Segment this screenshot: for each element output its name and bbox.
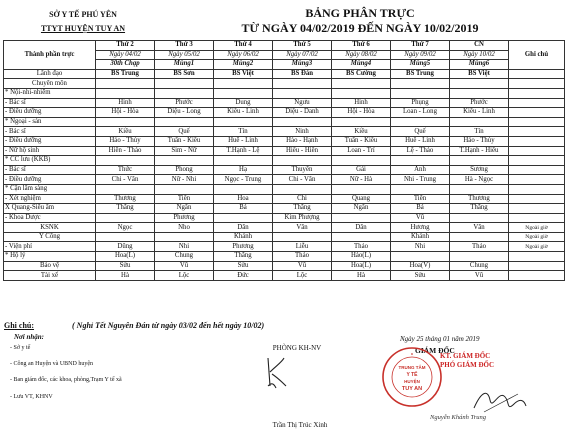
row-label: - Bác sĩ	[4, 98, 96, 108]
dept-signature	[262, 352, 292, 392]
duty-cell: Lệ - Thảo	[391, 146, 450, 156]
table-row	[4, 194, 565, 204]
dept-signer: Trần Thị Trúc Xinh	[272, 421, 328, 429]
table-row	[4, 69, 565, 79]
duty-cell	[214, 213, 273, 223]
table-row	[4, 156, 565, 166]
duty-cell	[273, 117, 332, 127]
duty-cell: BS Sơn	[155, 69, 214, 79]
duty-cell	[332, 232, 391, 242]
duty-cell	[155, 117, 214, 127]
duty-cell	[391, 156, 450, 166]
duty-cell: Kiều	[96, 127, 155, 137]
row-label: * Hộ lý	[4, 252, 96, 262]
row-label: - Điều dưỡng	[4, 175, 96, 185]
row-note	[509, 146, 565, 156]
duty-cell: Chung	[155, 252, 214, 262]
row-note	[509, 136, 565, 146]
duty-cell: T.Hạnh - Hiếu	[450, 146, 509, 156]
day-date: Ngày 09/02	[391, 50, 450, 60]
row-label: KSNK	[4, 223, 96, 233]
duty-cell	[155, 184, 214, 194]
row-note: Ngoài giờ	[509, 232, 565, 242]
svg-text:TUY AN: TUY AN	[401, 386, 423, 392]
recipient-item: - Công an Huyện và UBND huyện	[10, 361, 93, 367]
duty-cell: Hoa(L)	[332, 261, 391, 271]
duty-cell	[96, 156, 155, 166]
duty-cell: Tiên	[391, 194, 450, 204]
duty-cell: Bá	[391, 204, 450, 214]
duty-cell: Hà - Ngọc	[450, 175, 509, 185]
duty-cell: Thương	[96, 194, 155, 204]
unit-name: TTYT HUYỆN TUY AN	[40, 24, 126, 33]
row-note	[509, 127, 565, 137]
notes-label: Ghi chú:	[4, 321, 35, 330]
duty-cell: BS Cường	[332, 69, 391, 79]
day-label: Thứ 4	[214, 41, 273, 51]
duty-cell: Hà	[96, 271, 155, 281]
duty-cell	[273, 232, 332, 242]
row-label: - Xét nghiệm	[4, 194, 96, 204]
duty-cell: Quế	[155, 127, 214, 137]
day-label: Thứ 2	[96, 41, 155, 51]
duty-cell	[391, 88, 450, 98]
day-lunar: Mùng5	[391, 60, 450, 70]
row-note	[509, 261, 565, 271]
table-row	[4, 146, 565, 156]
day-label: Thứ 5	[273, 41, 332, 51]
duty-cell: Loan - Long	[391, 108, 450, 118]
row-label: Bảo vệ	[4, 261, 96, 271]
duty-cell: Hoa(L)	[96, 252, 155, 262]
duty-cell: Nhi - Trung	[391, 175, 450, 185]
notes-header: Ghi chú	[509, 41, 565, 70]
table-row	[4, 184, 565, 194]
sign-date: Ngày 25 tháng 01 năm 2019	[400, 335, 480, 343]
duty-cell: Ngưu	[273, 98, 332, 108]
duty-cell: Tuấn - Kiều	[155, 136, 214, 146]
duty-cell	[214, 156, 273, 166]
duty-cell	[332, 117, 391, 127]
duty-cell: Thảo	[332, 242, 391, 252]
duty-cell: Hạ	[214, 165, 273, 175]
row-note	[509, 98, 565, 108]
duty-cell: Thắng	[273, 204, 332, 214]
table-row	[4, 88, 565, 98]
duty-cell: Thắng	[450, 204, 509, 214]
day-lunar: Mùng6	[450, 60, 509, 70]
director-signer: Nguyễn Khánh Trung	[430, 414, 486, 421]
table-row	[4, 108, 565, 118]
doc-title: BẢNG PHÂN TRỰC	[305, 6, 415, 20]
row-label: - Nữ hộ sinh	[4, 146, 96, 156]
row-note	[509, 252, 565, 262]
recipient-item: - Sở y tế	[10, 345, 31, 351]
table-row	[4, 252, 565, 262]
duty-cell: Hinh	[96, 98, 155, 108]
doc-period: TỪ NGÀY 04/02/2019 ĐẾN NGÀY 10/02/2019	[241, 21, 479, 35]
duty-cell	[450, 156, 509, 166]
duty-cell: Sim - Nữ	[155, 146, 214, 156]
day-date: Ngày 08/02	[332, 50, 391, 60]
duty-cell: Phước	[450, 98, 509, 108]
duty-cell: Sửu	[96, 261, 155, 271]
day-label: Thứ 6	[332, 41, 391, 51]
duty-cell: Hoa(V)	[391, 261, 450, 271]
duty-cell	[273, 184, 332, 194]
row-note	[509, 156, 565, 166]
day-date: Ngày 05/02	[155, 50, 214, 60]
row-label: - Viện phí	[4, 242, 96, 252]
duty-cell: Diệu - Long	[155, 108, 214, 118]
deputy-title-line1: KT. GIÁM ĐỐC	[440, 352, 491, 360]
day-lunar: Mùng2	[214, 60, 273, 70]
svg-text:Y TẾ: Y TẾ	[406, 372, 418, 378]
official-stamp	[380, 345, 444, 409]
duty-cell: Lộc	[155, 271, 214, 281]
table-row	[4, 165, 565, 175]
row-note	[509, 194, 565, 204]
duty-cell	[450, 79, 509, 89]
duty-cell: Kiều - Linh	[450, 108, 509, 118]
duty-cell	[450, 213, 509, 223]
duty-cell: Kiều - Linh	[214, 108, 273, 118]
dept-title: PHÒNG KH-NV	[272, 344, 322, 352]
duty-cell	[155, 79, 214, 89]
duty-cell: Diệu - Danh	[273, 108, 332, 118]
duty-table	[3, 40, 565, 281]
row-label: * Nội-nhi-nhiễm	[4, 88, 96, 98]
duty-cell: Ninh	[273, 127, 332, 137]
duty-cell: Hà	[332, 271, 391, 281]
duty-cell	[96, 184, 155, 194]
duty-cell: BS Đản	[273, 69, 332, 79]
duty-cell: Sương	[450, 165, 509, 175]
duty-cell: Vũ	[391, 213, 450, 223]
duty-cell: BS Việt	[214, 69, 273, 79]
duty-cell: Hảo - Hạnh	[273, 136, 332, 146]
duty-cell: Phương	[214, 242, 273, 252]
duty-cell	[214, 88, 273, 98]
duty-cell: BS Trung	[96, 69, 155, 79]
row-note	[509, 69, 565, 79]
table-row	[4, 98, 565, 108]
duty-cell: Dũng	[96, 242, 155, 252]
duty-cell: Hảo - Thủy	[96, 136, 155, 146]
duty-cell	[155, 232, 214, 242]
duty-cell	[96, 232, 155, 242]
row-note: Ngoài giờ	[509, 223, 565, 233]
row-label: - Bác sĩ	[4, 127, 96, 137]
duty-cell: Chi	[273, 194, 332, 204]
row-note	[509, 117, 565, 127]
duty-cell: Phước	[155, 98, 214, 108]
day-date: Ngày 06/02	[214, 50, 273, 60]
duty-cell	[273, 79, 332, 89]
duty-cell	[273, 156, 332, 166]
table-row	[4, 261, 565, 271]
duty-cell: Hội - Hòa	[332, 108, 391, 118]
row-label: - Bác sĩ	[4, 165, 96, 175]
row-label: X Quang-Siêu âm	[4, 204, 96, 214]
duty-cell	[155, 156, 214, 166]
duty-cell: Tín	[450, 127, 509, 137]
duty-cell: Bá	[214, 204, 273, 214]
header-left	[18, 8, 148, 36]
duty-cell: Kim Phượng	[273, 213, 332, 223]
notes-text: ( Nghỉ Tết Nguyên Đán từ ngày 03/02 đến hết ngày 10/02)	[72, 321, 265, 330]
duty-cell	[96, 213, 155, 223]
row-note	[509, 88, 565, 98]
duty-cell: Hương	[391, 223, 450, 233]
duty-cell	[332, 156, 391, 166]
deputy-title	[440, 352, 494, 370]
table-row	[4, 127, 565, 137]
duty-cell: Hinh	[332, 98, 391, 108]
duty-cell: Hiếu - Hiền	[273, 146, 332, 156]
row-label: Lãnh đạo	[4, 69, 96, 79]
duty-cell: Thương	[450, 194, 509, 204]
director-title: GIÁM ĐỐC	[415, 346, 455, 355]
duty-cell	[450, 88, 509, 98]
duty-cell: Kiều	[332, 127, 391, 137]
duty-cell: Chi - Vân	[96, 175, 155, 185]
column-header: Thành phần trực	[4, 41, 96, 70]
duty-cell: Thắng	[214, 252, 273, 262]
day-lunar: Mùng1	[155, 60, 214, 70]
duty-cell: Hảo(L)	[332, 252, 391, 262]
duty-cell: Nữ - Nhi	[155, 175, 214, 185]
duty-cell	[332, 79, 391, 89]
duty-cell: Ngân	[332, 204, 391, 214]
duty-cell: Lộc	[273, 271, 332, 281]
svg-text:*: *	[411, 353, 413, 359]
duty-cell: Ngọc	[96, 223, 155, 233]
row-label: Chuyên môn	[4, 79, 96, 89]
duty-cell: Loan - Trí	[332, 146, 391, 156]
table-header-row	[4, 41, 565, 51]
svg-text:HUYỆN: HUYỆN	[404, 379, 420, 384]
duty-cell	[450, 117, 509, 127]
row-note	[509, 79, 565, 89]
duty-cell	[332, 184, 391, 194]
duty-cell: Khánh	[214, 232, 273, 242]
row-label: * Ngoại - sản	[4, 117, 96, 127]
row-label: Tài xế	[4, 271, 96, 281]
day-label: Thứ 3	[155, 41, 214, 51]
row-note	[509, 175, 565, 185]
duty-cell: Vũ	[155, 261, 214, 271]
day-label: Thứ 7	[391, 41, 450, 51]
table-row	[4, 232, 565, 242]
duty-cell: Gái	[332, 165, 391, 175]
duty-cell: Nho	[155, 223, 214, 233]
duty-cell: Quang	[332, 194, 391, 204]
duty-cell: Sửu	[391, 271, 450, 281]
row-note	[509, 108, 565, 118]
duty-cell	[391, 79, 450, 89]
duty-cell: Thảo	[450, 242, 509, 252]
recipient-item: - Lưu VT, KHNV	[10, 394, 53, 400]
duty-cell	[332, 213, 391, 223]
duty-cell	[450, 232, 509, 242]
duty-cell: Nữ - Hà	[332, 175, 391, 185]
duty-cell	[391, 117, 450, 127]
day-date: Ngày 10/02	[450, 50, 509, 60]
director-signature	[470, 386, 530, 416]
duty-cell: Ngọc - Trung	[214, 175, 273, 185]
svg-text:TRUNG TÂM: TRUNG TÂM	[398, 365, 426, 370]
duty-cell: BS Việt	[450, 69, 509, 79]
duty-cell	[155, 88, 214, 98]
duty-cell	[332, 88, 391, 98]
duty-cell: Sửu	[214, 261, 273, 271]
duty-cell: Hiền - Thảo	[96, 146, 155, 156]
duty-cell: Thức	[96, 165, 155, 175]
row-note	[509, 204, 565, 214]
row-label: * CC lưu (KKB)	[4, 156, 96, 166]
duty-cell: Dung	[214, 98, 273, 108]
duty-cell: Dân	[214, 223, 273, 233]
duty-cell: Tiên	[155, 194, 214, 204]
duty-cell: Thắng	[96, 204, 155, 214]
org-name: SỞ Y TẾ PHÚ YÊN	[49, 10, 117, 19]
duty-cell: Quế	[391, 127, 450, 137]
duty-cell	[450, 252, 509, 262]
duty-cell: Anh	[391, 165, 450, 175]
duty-cell: Đức	[214, 271, 273, 281]
duty-cell	[214, 117, 273, 127]
duty-cell: Vũ	[450, 271, 509, 281]
duty-cell	[391, 184, 450, 194]
table-row	[4, 136, 565, 146]
duty-cell: Hội - Hòa	[96, 108, 155, 118]
day-lunar: Mùng3	[273, 60, 332, 70]
row-label: Y Công	[4, 232, 96, 242]
table-row	[4, 213, 565, 223]
row-note	[509, 271, 565, 281]
duty-cell: Hoa	[214, 194, 273, 204]
duty-cell: Chi - Vân	[273, 175, 332, 185]
duty-cell: Liễu	[273, 242, 332, 252]
table-row	[4, 79, 565, 89]
recipients-title: Nơi nhận:	[14, 333, 45, 341]
duty-cell: Vân	[273, 223, 332, 233]
duty-cell	[214, 184, 273, 194]
day-lunar: Mùng4	[332, 60, 391, 70]
duty-cell: Chung	[450, 261, 509, 271]
duty-cell	[96, 79, 155, 89]
deputy-title-line2: PHÓ GIÁM ĐỐC	[440, 361, 495, 369]
duty-cell	[450, 184, 509, 194]
header-right	[205, 6, 515, 36]
duty-cell: Tuấn - Kiều	[332, 136, 391, 146]
duty-cell: Khánh	[391, 232, 450, 242]
row-label: - Điều dưỡng	[4, 136, 96, 146]
day-lunar: 30th Chạp	[96, 60, 155, 70]
table-row	[4, 175, 565, 185]
duty-cell: BS Trung	[391, 69, 450, 79]
duty-cell	[391, 252, 450, 262]
duty-table-body	[4, 41, 565, 281]
duty-cell: Tín	[214, 127, 273, 137]
duty-cell: Thuyên	[273, 165, 332, 175]
duty-cell: Phụng	[391, 98, 450, 108]
duty-cell	[214, 79, 273, 89]
duty-cell: Phương	[155, 213, 214, 223]
duty-cell: Ngân	[155, 204, 214, 214]
duty-cell: Nhi	[391, 242, 450, 252]
row-note	[509, 165, 565, 175]
table-row	[4, 242, 565, 252]
duty-cell	[96, 88, 155, 98]
row-label: - Khoa Dược	[4, 213, 96, 223]
duty-cell: Vân	[450, 223, 509, 233]
table-row	[4, 223, 565, 233]
duty-cell	[273, 88, 332, 98]
duty-cell: Nhi	[155, 242, 214, 252]
duty-cell: Phong	[155, 165, 214, 175]
duty-cell: Vũ	[273, 261, 332, 271]
duty-cell: Thảo	[273, 252, 332, 262]
table-row	[4, 271, 565, 281]
row-note	[509, 213, 565, 223]
duty-cell	[96, 117, 155, 127]
duty-cell: Hảo - Thủy	[450, 136, 509, 146]
table-row	[4, 117, 565, 127]
day-date: Ngày 07/02	[273, 50, 332, 60]
row-label: * Cận lâm sàng	[4, 184, 96, 194]
day-label: CN	[450, 41, 509, 51]
row-note: Ngoài giờ	[509, 242, 565, 252]
duty-cell: Dân	[332, 223, 391, 233]
table-row	[4, 204, 565, 214]
day-date: Ngày 04/02	[96, 50, 155, 60]
duty-cell: Huê - Linh	[391, 136, 450, 146]
row-label: - Điều dưỡng	[4, 108, 96, 118]
recipient-item: - Ban giám đốc, các khoa, phòng,Trạm Y tế xã	[10, 377, 122, 383]
row-note	[509, 184, 565, 194]
duty-cell: T.Hạnh - Lệ	[214, 146, 273, 156]
duty-cell: Huê - Linh	[214, 136, 273, 146]
